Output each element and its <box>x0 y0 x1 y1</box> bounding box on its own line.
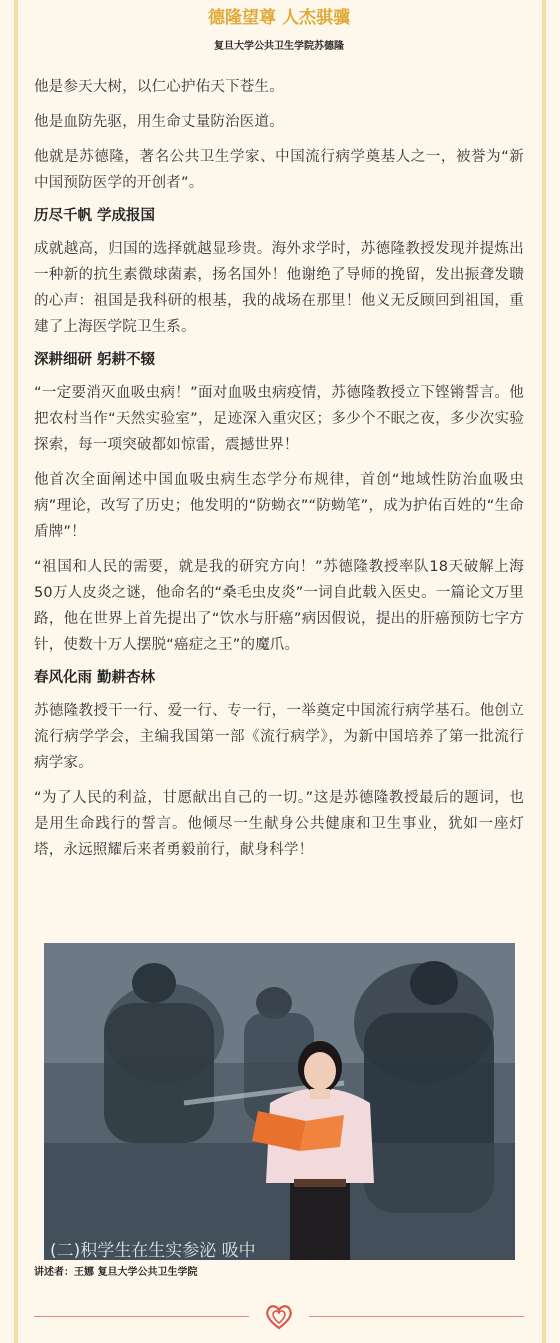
section-heading-2: 深耕细研 躬耕不辍 <box>34 352 156 368</box>
article-content <box>34 0 524 1343</box>
paragraph-2: 他是血防先驱，用生命丈量防治医道。 <box>34 114 284 130</box>
paragraph-8: 苏德隆教授干一行、爱一行、专一行，一举奠定中国流行病学基石。他创立流行病学学会，主编我国第一部《流行病学》，为新中国培养了第一批流行病学家。 <box>34 703 524 771</box>
divider-line-right <box>309 1316 524 1317</box>
section-heading-1: 历尽千帆 学成报国 <box>34 208 156 224</box>
paragraph-9: “为了人民的利益，甘愿献出自己的一切。”这是苏德隆教授最后的题词，也是用生命践行的誓言。他倾尽一生献身公共健康和卫生事业，犹如一座灯塔，永远照耀后来者勇毅前行，献身科学！ <box>34 790 524 858</box>
paragraph-1: 他是参天大树，以仁心护佑天下苍生。 <box>34 79 284 95</box>
photo-screen-text: (二)积学生在生实参泌 吸中 <box>50 1241 256 1260</box>
page-title: 德隆望尊 人杰骐骥 <box>208 8 350 28</box>
page-subtitle: 复旦大学公共卫生学院苏德隆 <box>214 41 344 52</box>
heart-icon <box>264 1302 294 1332</box>
divider-line-left <box>34 1316 249 1317</box>
section-heading-3: 春风化雨 勤耕杏林 <box>34 670 156 686</box>
article-body <box>34 74 524 863</box>
paragraph-6: 他首次全面阐述中国血吸虫病生态学分布规律，首创“地域性防治血吸虫病”理论，改写了历史；他发明的“防蚴衣”“防蚴笔”，成为护佑百姓的“生命盾牌”！ <box>34 472 524 540</box>
paragraph-4: 成就越高，归国的选择就越显珍贵。海外求学时，苏德隆教授发现并提炼出一种新的抗生素微球菌素，扬名国外！他谢绝了导师的挽留，发出振聋发聩的心声：祖国是我科研的根基，我的战场在那里！他义无反顾回到祖国，重建了上海医学院卫生系。 <box>34 241 524 335</box>
speaker-photo <box>44 943 515 1260</box>
paragraph-3: 他就是苏德隆，著名公共卫生学家、中国流行病学奠基人之一，被誉为“新中国预防医学的开创者”。 <box>34 149 524 191</box>
paragraph-5: “一定要消灭血吸虫病！”面对血吸虫病疫情，苏德隆教授立下铿锵誓言。他把农村当作“天然实验室”，足迹深入重灾区；多少个不眠之夜，多少次实验探索，每一项突破都如惊雷，震撼世界！ <box>34 385 524 453</box>
photo-caption: 讲述者：王娜 复旦大学公共卫生学院 <box>34 1267 198 1278</box>
speaker-photo-illustration <box>44 943 515 1260</box>
paragraph-7: “祖国和人民的需要，就是我的研究方向！”苏德隆教授率队18天破解上海50万人皮炎之谜，他命名的“桑毛虫皮炎”一词自此载入医史。一篇论文万里路，他在世界上首先提出了“饮水与肝癌”病因假说，提出的肝癌预防七字方针，使数十万人摆脱“癌症之王”的魔爪。 <box>34 559 524 653</box>
section-divider <box>34 1302 524 1332</box>
